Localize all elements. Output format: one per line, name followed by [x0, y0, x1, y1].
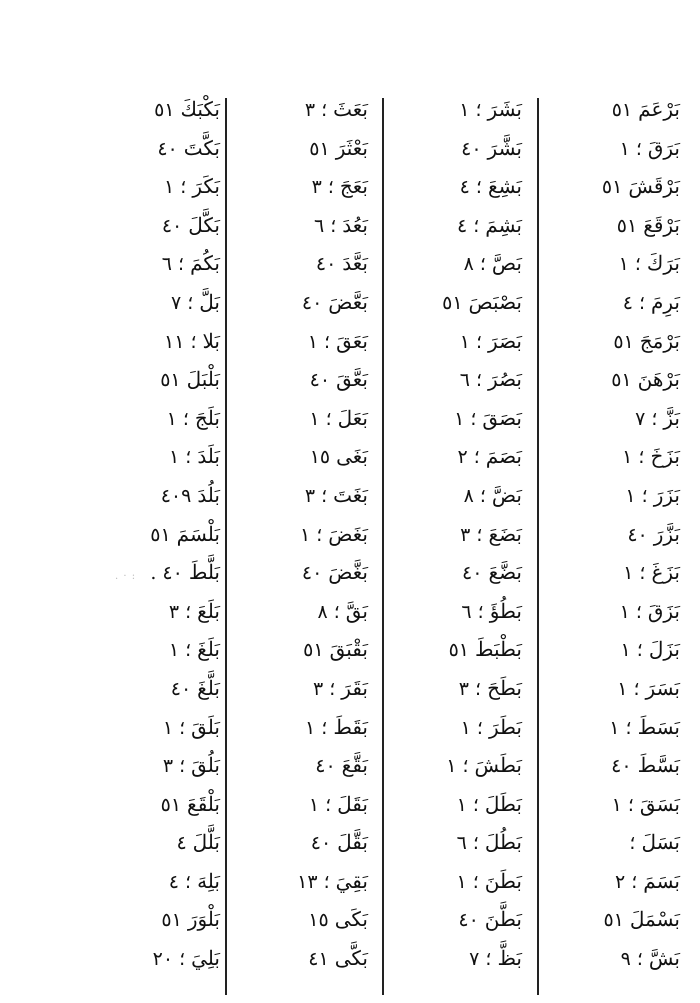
dictionary-entry	[530, 900, 680, 939]
entry-word: بَعُدَ	[342, 212, 368, 237]
entry-word: بَشِعَ	[487, 174, 522, 199]
dictionary-entry	[218, 553, 368, 592]
dictionary-entry	[218, 669, 368, 708]
entry-word: بَسَطَ	[637, 714, 680, 739]
entry-reference: ؛ ٧	[635, 407, 658, 430]
entry-reference: ٥١	[161, 909, 182, 932]
dictionary-entry	[70, 553, 220, 592]
entry-word: بَلَّغَ	[197, 675, 220, 700]
entry-word: بَرِمَ	[651, 289, 680, 314]
dictionary-entry	[530, 167, 680, 206]
dictionary-entry	[218, 90, 368, 129]
dictionary-entry	[530, 476, 680, 515]
entry-word: بَعَثَ	[333, 97, 368, 121]
entry-reference: ٤٠	[157, 137, 178, 160]
entry-reference: ٥١	[309, 137, 330, 160]
dictionary-entry	[70, 360, 220, 399]
dictionary-entry	[372, 129, 522, 168]
entry-reference: ؛ ١	[307, 330, 331, 353]
entry-word: بَطُؤَ	[489, 598, 522, 623]
dictionary-entry	[218, 129, 368, 168]
entry-reference: ؛ ٢٠	[152, 948, 186, 971]
entry-reference: ٥١	[611, 99, 633, 121]
entry-reference: ؛ ١	[162, 716, 186, 739]
dictionary-entry	[372, 437, 522, 476]
entry-word: بَرْقَشَ	[628, 174, 680, 199]
dictionary-entry	[70, 669, 220, 708]
entry-reference: ؛ ٣	[162, 755, 186, 778]
entry-reference: ؛ ١	[308, 793, 332, 816]
entry-reference: ؛ ٤	[459, 176, 482, 199]
entry-reference: ؛ ٧	[469, 948, 492, 971]
dictionary-entry	[70, 630, 220, 669]
dictionary-entry	[218, 515, 368, 554]
dictionary-entry	[372, 669, 522, 708]
entry-reference: ؛ ٩	[620, 948, 643, 971]
entry-word: بَشَّ	[648, 946, 680, 971]
entry-reference: ٤٠	[310, 832, 332, 855]
dictionary-entry	[70, 746, 220, 785]
dictionary-entry	[530, 592, 680, 631]
entry-word: بَقَلَ	[337, 791, 368, 816]
entry-word: بَعْثَرَ	[335, 135, 368, 160]
entry-word: بَلَعَ	[197, 598, 220, 623]
dictionary-entry	[70, 90, 220, 129]
dictionary-entry	[218, 322, 368, 361]
entry-word: بَلَّطَ	[188, 560, 220, 585]
dictionary-entry	[372, 515, 522, 554]
entry-reference: ؛ ١	[625, 484, 648, 507]
entry-word: بَضَعَ	[488, 521, 522, 546]
dictionary-entry	[372, 244, 522, 283]
entry-reference: ؛ ١	[166, 407, 189, 430]
dictionary-entry	[70, 437, 220, 476]
entry-reference: ؛ ١	[619, 137, 642, 160]
entry-word: بَطَشَ	[474, 753, 522, 778]
entry-word: بَزَّرَ	[653, 521, 680, 546]
entry-reference: ؛ ١	[456, 870, 479, 893]
entry-reference: ؛ ١	[623, 562, 646, 585]
entry-word: بَلْوَرَ	[187, 907, 220, 932]
entry-reference: ٥١	[603, 909, 624, 932]
entry-word: بَلُدَ	[197, 482, 220, 507]
entry-word: بَكَّلَ	[188, 212, 220, 237]
dictionary-entry	[530, 399, 680, 438]
entry-word: بَعَقَ	[336, 328, 368, 353]
column-4	[70, 90, 220, 978]
entry-word: بَرْعَمَ	[638, 97, 680, 121]
dictionary-entry	[372, 630, 522, 669]
column-3	[218, 90, 368, 978]
entry-reference: ٤٠	[627, 523, 648, 546]
entry-reference: ؛ ١	[609, 716, 632, 739]
dictionary-entry	[218, 206, 368, 245]
entry-word: بَعَّدَ	[342, 251, 368, 276]
dictionary-entry	[218, 746, 368, 785]
entry-word: بَكُمَ	[190, 251, 220, 276]
dictionary-entry	[70, 708, 220, 747]
entry-word: بَقِيَ	[335, 868, 368, 893]
entry-word: بَلْبَلَ	[186, 367, 220, 392]
entry-reference: ؛ ٢	[457, 446, 480, 469]
dictionary-entry	[530, 669, 680, 708]
dictionary-entry	[70, 862, 220, 901]
dictionary-entry	[372, 592, 522, 631]
entry-word: بَصُرَ	[488, 367, 522, 392]
entry-word: بَرَقَ	[647, 135, 680, 160]
column-divider	[225, 98, 227, 995]
entry-word: بَرَكَ	[646, 251, 680, 276]
dictionary-entry	[70, 592, 220, 631]
entry-reference: ؛ ١	[618, 253, 641, 276]
entry-reference: ٤٠	[161, 214, 183, 237]
entry-word: بَطَنَ	[484, 868, 522, 893]
entry-word: بَصَّ	[491, 251, 522, 276]
entry-word: بَطَّنَ	[484, 907, 522, 932]
dictionary-entry	[530, 708, 680, 747]
dictionary-entry	[218, 476, 368, 515]
entry-word: بَلُقَ	[191, 753, 220, 778]
entry-reference: ٤٠	[170, 677, 192, 700]
entry-word: بَكَرَ	[192, 174, 220, 199]
dictionary-entry	[218, 630, 368, 669]
dictionary-entry	[70, 129, 220, 168]
dictionary-entry	[530, 322, 680, 361]
entry-word: بَكَى	[334, 907, 368, 932]
entry-reference: ؛ ١	[459, 330, 483, 353]
entry-word: بَلا	[202, 328, 220, 353]
entry-reference: ٤٠	[315, 755, 336, 778]
entry-reference: ؛ ١	[611, 793, 634, 816]
dictionary-entry	[530, 244, 680, 283]
dictionary-entry	[70, 900, 220, 939]
entry-reference: ؛	[629, 832, 636, 855]
entry-word: بَصَمَ	[485, 444, 522, 469]
entry-word: بَرْمَجَ	[639, 328, 680, 353]
entry-word: بَعَلَ	[337, 405, 368, 430]
entry-reference: ؛ ١	[305, 716, 328, 739]
entry-reference: ؛ ٣	[312, 677, 336, 700]
dictionary-entry	[372, 553, 522, 592]
dictionary-entry	[372, 785, 522, 824]
dictionary-entry	[70, 322, 220, 361]
entry-reference: ؛ ٤	[168, 870, 192, 893]
entry-word: بَزَقَ	[647, 598, 680, 623]
entry-word: بَعَّقَ	[336, 367, 368, 392]
entry-word: بَضَّعَ	[488, 560, 522, 585]
entry-word: بَطَلَ	[484, 791, 522, 816]
entry-word: بَلَغَ	[197, 637, 220, 662]
entry-word: بَسَلَ	[641, 830, 680, 855]
entry-word: بَطَرَ	[488, 714, 522, 739]
dictionary-entry	[530, 360, 680, 399]
entry-reference: ٤	[176, 832, 187, 855]
dictionary-entry	[218, 862, 368, 901]
dictionary-entry	[530, 746, 680, 785]
entry-reference: ؛ ١	[622, 446, 645, 469]
column-divider	[382, 98, 384, 995]
entry-reference: ٤٠	[309, 369, 331, 392]
entry-word: بَغَّضَ	[328, 560, 368, 585]
entry-word: بَظَّ	[497, 946, 522, 971]
entry-reference: ٤٠	[461, 137, 482, 160]
dictionary-entry	[530, 553, 680, 592]
entry-word: بَقَّلَ	[337, 830, 368, 855]
column-divider	[537, 98, 539, 995]
dictionary-entry	[372, 90, 522, 129]
entry-word: بَلِهَ	[197, 868, 220, 893]
entry-reference: ؛ ١	[299, 523, 323, 546]
dictionary-entry	[530, 515, 680, 554]
entry-word: بَسَرَ	[645, 675, 680, 700]
entry-word: بَزَغَ	[651, 560, 680, 585]
entry-word: بَقَرَ	[341, 675, 368, 700]
column-2	[372, 90, 522, 978]
entry-reference: ؛ ٤	[622, 291, 646, 314]
entry-word: بَلْقَعَ	[187, 791, 220, 816]
entry-reference: ٥١	[442, 291, 463, 314]
dictionary-entry	[218, 900, 368, 939]
entry-reference: ؛ ٣	[460, 523, 483, 546]
entry-reference: ٤٠٩	[160, 484, 192, 507]
entry-reference: ٥١	[150, 523, 171, 546]
entry-reference: ؛ ٨	[463, 484, 486, 507]
entry-reference: ؛ ١	[460, 716, 483, 739]
entry-word: بَزَرَ	[653, 482, 680, 507]
dictionary-entry	[530, 630, 680, 669]
entry-word: بَطَحَ	[487, 675, 522, 700]
entry-word: بَلْسَمَ	[176, 521, 220, 546]
entry-word: بَطُلَ	[484, 830, 522, 855]
entry-word: بَطْبَطَ	[475, 637, 522, 662]
entry-reference: ١٥	[309, 446, 331, 469]
dictionary-entry	[218, 592, 368, 631]
entry-word: بَزَّ	[663, 405, 680, 430]
entry-reference: ٥١	[160, 793, 182, 816]
entry-reference: ؛ ١	[309, 407, 332, 430]
entry-reference: ٥١	[448, 639, 469, 662]
entry-reference: ٥١	[616, 214, 638, 237]
entry-word: بَغَضَ	[328, 521, 368, 546]
dictionary-entry	[530, 437, 680, 476]
entry-word: بَقَّ	[345, 598, 368, 623]
dictionary-entry	[372, 708, 522, 747]
dictionary-entry	[70, 167, 220, 206]
entry-word: بَرْقَعَ	[643, 212, 680, 237]
entry-reference: ؛ ١	[164, 176, 187, 199]
entry-word: بَقَّعَ	[341, 753, 368, 778]
entry-word: بَعَجَ	[339, 174, 368, 199]
dictionary-entry	[372, 476, 522, 515]
entry-reference: ٤٠ .	[150, 562, 183, 585]
dictionary-entry	[218, 437, 368, 476]
dictionary-entry	[218, 283, 368, 322]
dictionary-entry	[530, 862, 680, 901]
entry-reference: ؛ ٦	[459, 369, 483, 392]
entry-reference: ؛ ١	[168, 639, 192, 662]
entry-reference: ؛ ٧	[170, 291, 194, 314]
column-1	[530, 90, 680, 978]
entry-word: بَشَّرَ	[487, 135, 522, 160]
entry-reference: ؛ ٣	[304, 99, 328, 121]
entry-reference: ؛ ٣	[458, 677, 482, 700]
entry-reference: ٤٠	[611, 755, 632, 778]
dictionary-entry	[218, 399, 368, 438]
dictionary-entry	[530, 785, 680, 824]
dictionary-entry	[70, 283, 220, 322]
dictionary-entry	[530, 283, 680, 322]
entry-reference: ؛ ٦	[161, 253, 185, 276]
entry-reference: ؛ ١	[169, 446, 192, 469]
entry-word: بَلَقَ	[191, 714, 220, 739]
dictionary-entry	[372, 283, 522, 322]
dictionary-entry	[70, 244, 220, 283]
entry-reference: ٤١	[308, 948, 329, 971]
entry-reference: ؛ ١	[619, 600, 642, 623]
entry-reference: ؛ ١	[459, 99, 482, 121]
dictionary-entry	[218, 823, 368, 862]
dictionary-entry	[70, 206, 220, 245]
entry-reference: ؛ ٦	[461, 600, 484, 623]
dictionary-entry	[530, 823, 680, 862]
dictionary-entry	[530, 90, 680, 129]
entry-reference: ؛ ١١	[163, 330, 197, 353]
entry-word: بَلَّلَ	[192, 830, 220, 855]
dictionary-entry	[70, 399, 220, 438]
entry-reference: ؛ ١	[446, 755, 469, 778]
dictionary-entry	[372, 322, 522, 361]
entry-reference: ٤٠	[301, 291, 323, 314]
entry-word: بَصْبَصَ	[468, 289, 522, 314]
dictionary-entry	[218, 360, 368, 399]
entry-reference: ٤٠	[301, 562, 323, 585]
entry-word: بَصَرَ	[488, 328, 522, 353]
entry-word: بَسْمَلَ	[629, 907, 680, 932]
entry-reference: ؛ ٤	[456, 214, 480, 237]
entry-word: بَقْبَقَ	[329, 637, 368, 662]
entry-word: بَكَّى	[334, 946, 368, 971]
entry-reference: ٥١	[154, 99, 175, 121]
entry-reference: ؛ ٣	[311, 176, 334, 199]
entry-reference: ؛ ٦	[313, 214, 337, 237]
dictionary-entry	[372, 900, 522, 939]
entry-reference: ؛ ٢	[614, 870, 638, 893]
entry-reference: ؛ ١	[454, 407, 477, 430]
dictionary-entry	[372, 746, 522, 785]
dictionary-entry	[530, 129, 680, 168]
entry-word: بَصَقَ	[482, 405, 522, 430]
entry-word: بَلِيَ	[191, 946, 220, 971]
dictionary-entry	[372, 167, 522, 206]
dictionary-entry	[372, 206, 522, 245]
entry-reference: ؛ ١	[617, 677, 640, 700]
entry-word: بَلَدَ	[197, 444, 220, 469]
entry-reference: ؛ ٨	[317, 600, 340, 623]
dictionary-entry	[218, 708, 368, 747]
entry-word: بَقَطَ	[333, 714, 368, 739]
entry-word: بَرْهَنَ	[637, 367, 680, 392]
entry-word: بَعَّضَ	[328, 289, 368, 314]
entry-reference: ٥١	[160, 369, 181, 392]
dictionary-entry	[70, 823, 220, 862]
entry-word: بَكَّتَ	[183, 135, 220, 160]
entry-reference: ٤٠	[458, 909, 479, 932]
dictionary-entry	[70, 476, 220, 515]
entry-reference: ٥١	[601, 176, 623, 199]
dictionary-entry	[70, 515, 220, 554]
dictionary-entry	[372, 399, 522, 438]
entry-word: بَشِمَ	[485, 212, 522, 237]
entry-reference: ؛ ١٣	[297, 870, 330, 893]
scan-specks: . · :	[115, 571, 137, 582]
entry-word: بَسَّطَ	[637, 753, 680, 778]
entry-word: بَكْبَكَ	[180, 97, 220, 121]
dictionary-entry	[70, 785, 220, 824]
entry-reference: ١٥	[308, 909, 329, 932]
entry-word: بَغَى	[336, 444, 368, 469]
dictionary-entry	[530, 206, 680, 245]
dictionary-entry	[218, 785, 368, 824]
entry-reference: ؛ ٨	[463, 253, 486, 276]
entry-word: بَسَمَ	[643, 868, 680, 893]
entry-reference: ٥١	[611, 369, 632, 392]
dictionary-entry	[372, 939, 522, 978]
dictionary-entry	[372, 823, 522, 862]
entry-word: بَسَقَ	[639, 791, 680, 816]
entry-reference: ٥١	[303, 639, 324, 662]
entry-reference: ؛ ٣	[304, 484, 328, 507]
entry-reference: ٤٠	[315, 253, 337, 276]
entry-reference: ؛ ١	[620, 639, 643, 662]
dictionary-entry	[218, 244, 368, 283]
entry-reference: ؛ ٦	[456, 832, 479, 855]
entry-word: بَغَتَ	[333, 482, 368, 507]
entry-word: بَلَجَ	[194, 405, 220, 430]
entry-word: بَشَرَ	[487, 97, 522, 121]
dictionary-entry	[70, 939, 220, 978]
entry-reference: ؛ ١	[456, 793, 479, 816]
entry-reference: ؛ ٣	[168, 600, 192, 623]
entry-reference: ٤٠	[462, 562, 483, 585]
entry-word: بَزَلَ	[648, 637, 680, 662]
entry-word: بَلَّ	[199, 289, 220, 314]
dictionary-entry	[530, 939, 680, 978]
entry-word: بَزَخَ	[650, 444, 680, 469]
dictionary-entry	[218, 167, 368, 206]
dictionary-entry	[372, 862, 522, 901]
dictionary-entry	[372, 360, 522, 399]
entry-word: بَضَّ	[491, 482, 522, 507]
entry-reference: ٥١	[613, 330, 634, 353]
dictionary-entry	[218, 939, 368, 978]
